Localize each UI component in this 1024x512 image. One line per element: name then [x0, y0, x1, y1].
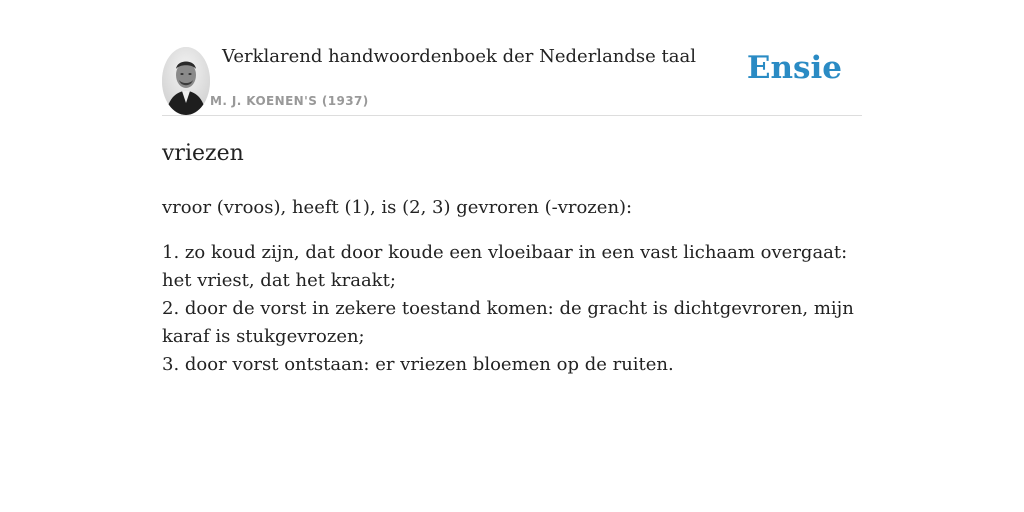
entry-grammar: vroor (vroos), heeft (1), is (2, 3) gevroren (-vrozen):: [162, 197, 633, 218]
brand-logo[interactable]: Ensie: [746, 50, 842, 86]
definition-item: 1. zo koud zijn, dat door koude een vloeibaar in een vast lichaam overgaat: het vriest, dat het kraakt;: [162, 242, 848, 291]
page-container: [162, 0, 862, 375]
definition-item: 2. door de vorst in zekere toestand komen: de gracht is dichtgevroren, mijn karaf is stukgevrozen;: [162, 298, 854, 347]
entry-headword: vriezen: [162, 141, 244, 166]
author-name: M. J. KOENEN'S (1937): [210, 94, 369, 108]
author-portrait-icon: [162, 47, 210, 115]
definition-item: 3. door vorst ontstaan: er vriezen bloemen op de ruiten.: [162, 354, 674, 375]
dictionary-header: [162, 0, 862, 116]
entry-definitions: [162, 239, 862, 379]
book-title[interactable]: Verklarend handwoordenboek der Nederlandse taal: [222, 46, 696, 67]
